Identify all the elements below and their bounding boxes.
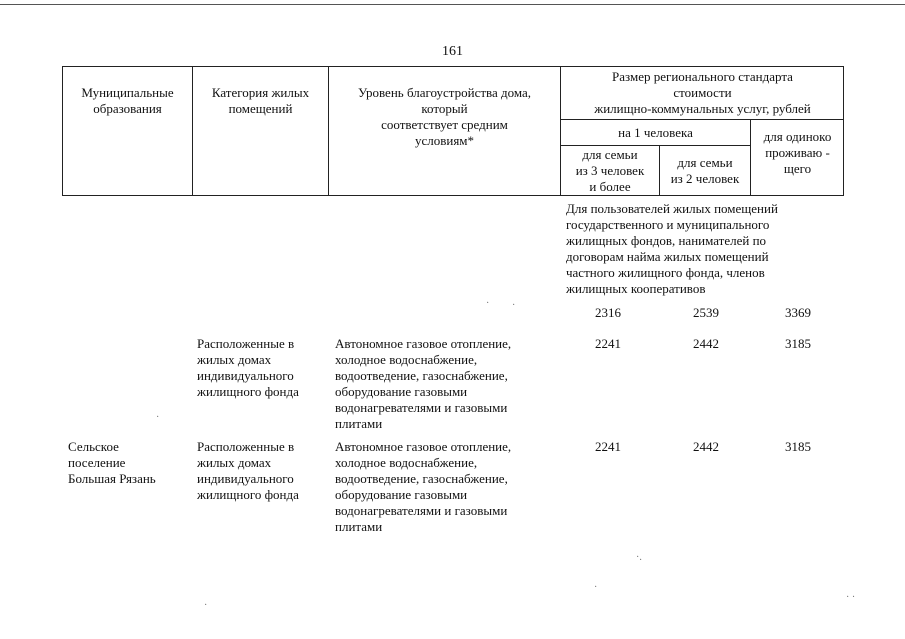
value-single-row1: 3185 <box>785 336 811 351</box>
row1-level: Автономное газовое отопление, холодное водоснабжение, водоотведение, газоснабжение, оборудование газовыми водонагревателями и газовыми плитами <box>335 336 512 431</box>
table-header <box>62 66 844 196</box>
value-single-row2: 3185 <box>785 439 811 454</box>
value-family3-row0: 2316 <box>595 305 621 320</box>
value-family2-row0: 2539 <box>693 305 719 320</box>
value-family2-row2: 2442 <box>693 439 719 454</box>
header-family-3: для семьи из 3 человек и более <box>575 147 645 194</box>
section-note: Для пользователей жилых помещений государственного и муниципального жилищных фондов, нанимателей по договорам найма жилых помещений частного жилищного фонда, членов жилищных кооперативов <box>566 201 778 296</box>
header-category: Категория жилых помещений <box>211 85 310 116</box>
row2-category: Расположенные в жилых домах индивидуального жилищного фонда <box>197 439 299 502</box>
value-family2-row1: 2442 <box>693 336 719 351</box>
scan-speck: · <box>486 298 490 309</box>
page-number: 161 <box>442 44 463 59</box>
divider <box>560 145 750 146</box>
header-single: для одиноко проживаю - щего <box>763 129 832 176</box>
header-per-person: на 1 человека <box>618 125 693 140</box>
row2-municipality: Сельское поселение Большая Рязань <box>68 439 156 486</box>
scan-speck: · <box>156 412 160 423</box>
value-family3-row2: 2241 <box>595 439 621 454</box>
value-family3-row1: 2241 <box>595 336 621 351</box>
value-single-row0: 3369 <box>785 305 811 320</box>
header-family-2: для семьи из 2 человек <box>670 155 740 186</box>
row1-category: Расположенные в жилых домах индивидуального жилищного фонда <box>197 336 299 399</box>
top-scan-line <box>0 4 905 5</box>
divider <box>560 119 843 120</box>
row2-level: Автономное газовое отопление, холодное водоснабжение, водоотведение, газоснабжение, оборудование газовыми водонагревателями и газовыми плитами <box>335 439 512 534</box>
scan-speck: · · <box>846 592 856 603</box>
scan-speck: ·. <box>636 552 642 563</box>
header-level: Уровень благоустройства дома, который соответствует средним условиям* <box>357 85 532 148</box>
scan-speck: · <box>512 300 516 311</box>
header-municipality: Муниципальные образования <box>81 85 174 116</box>
scan-speck: · <box>594 582 598 593</box>
header-standard-size: Размер регионального стандарта стоимости жилищно-коммунальных услуг, рублей <box>594 69 811 116</box>
scan-speck: · <box>204 600 208 611</box>
